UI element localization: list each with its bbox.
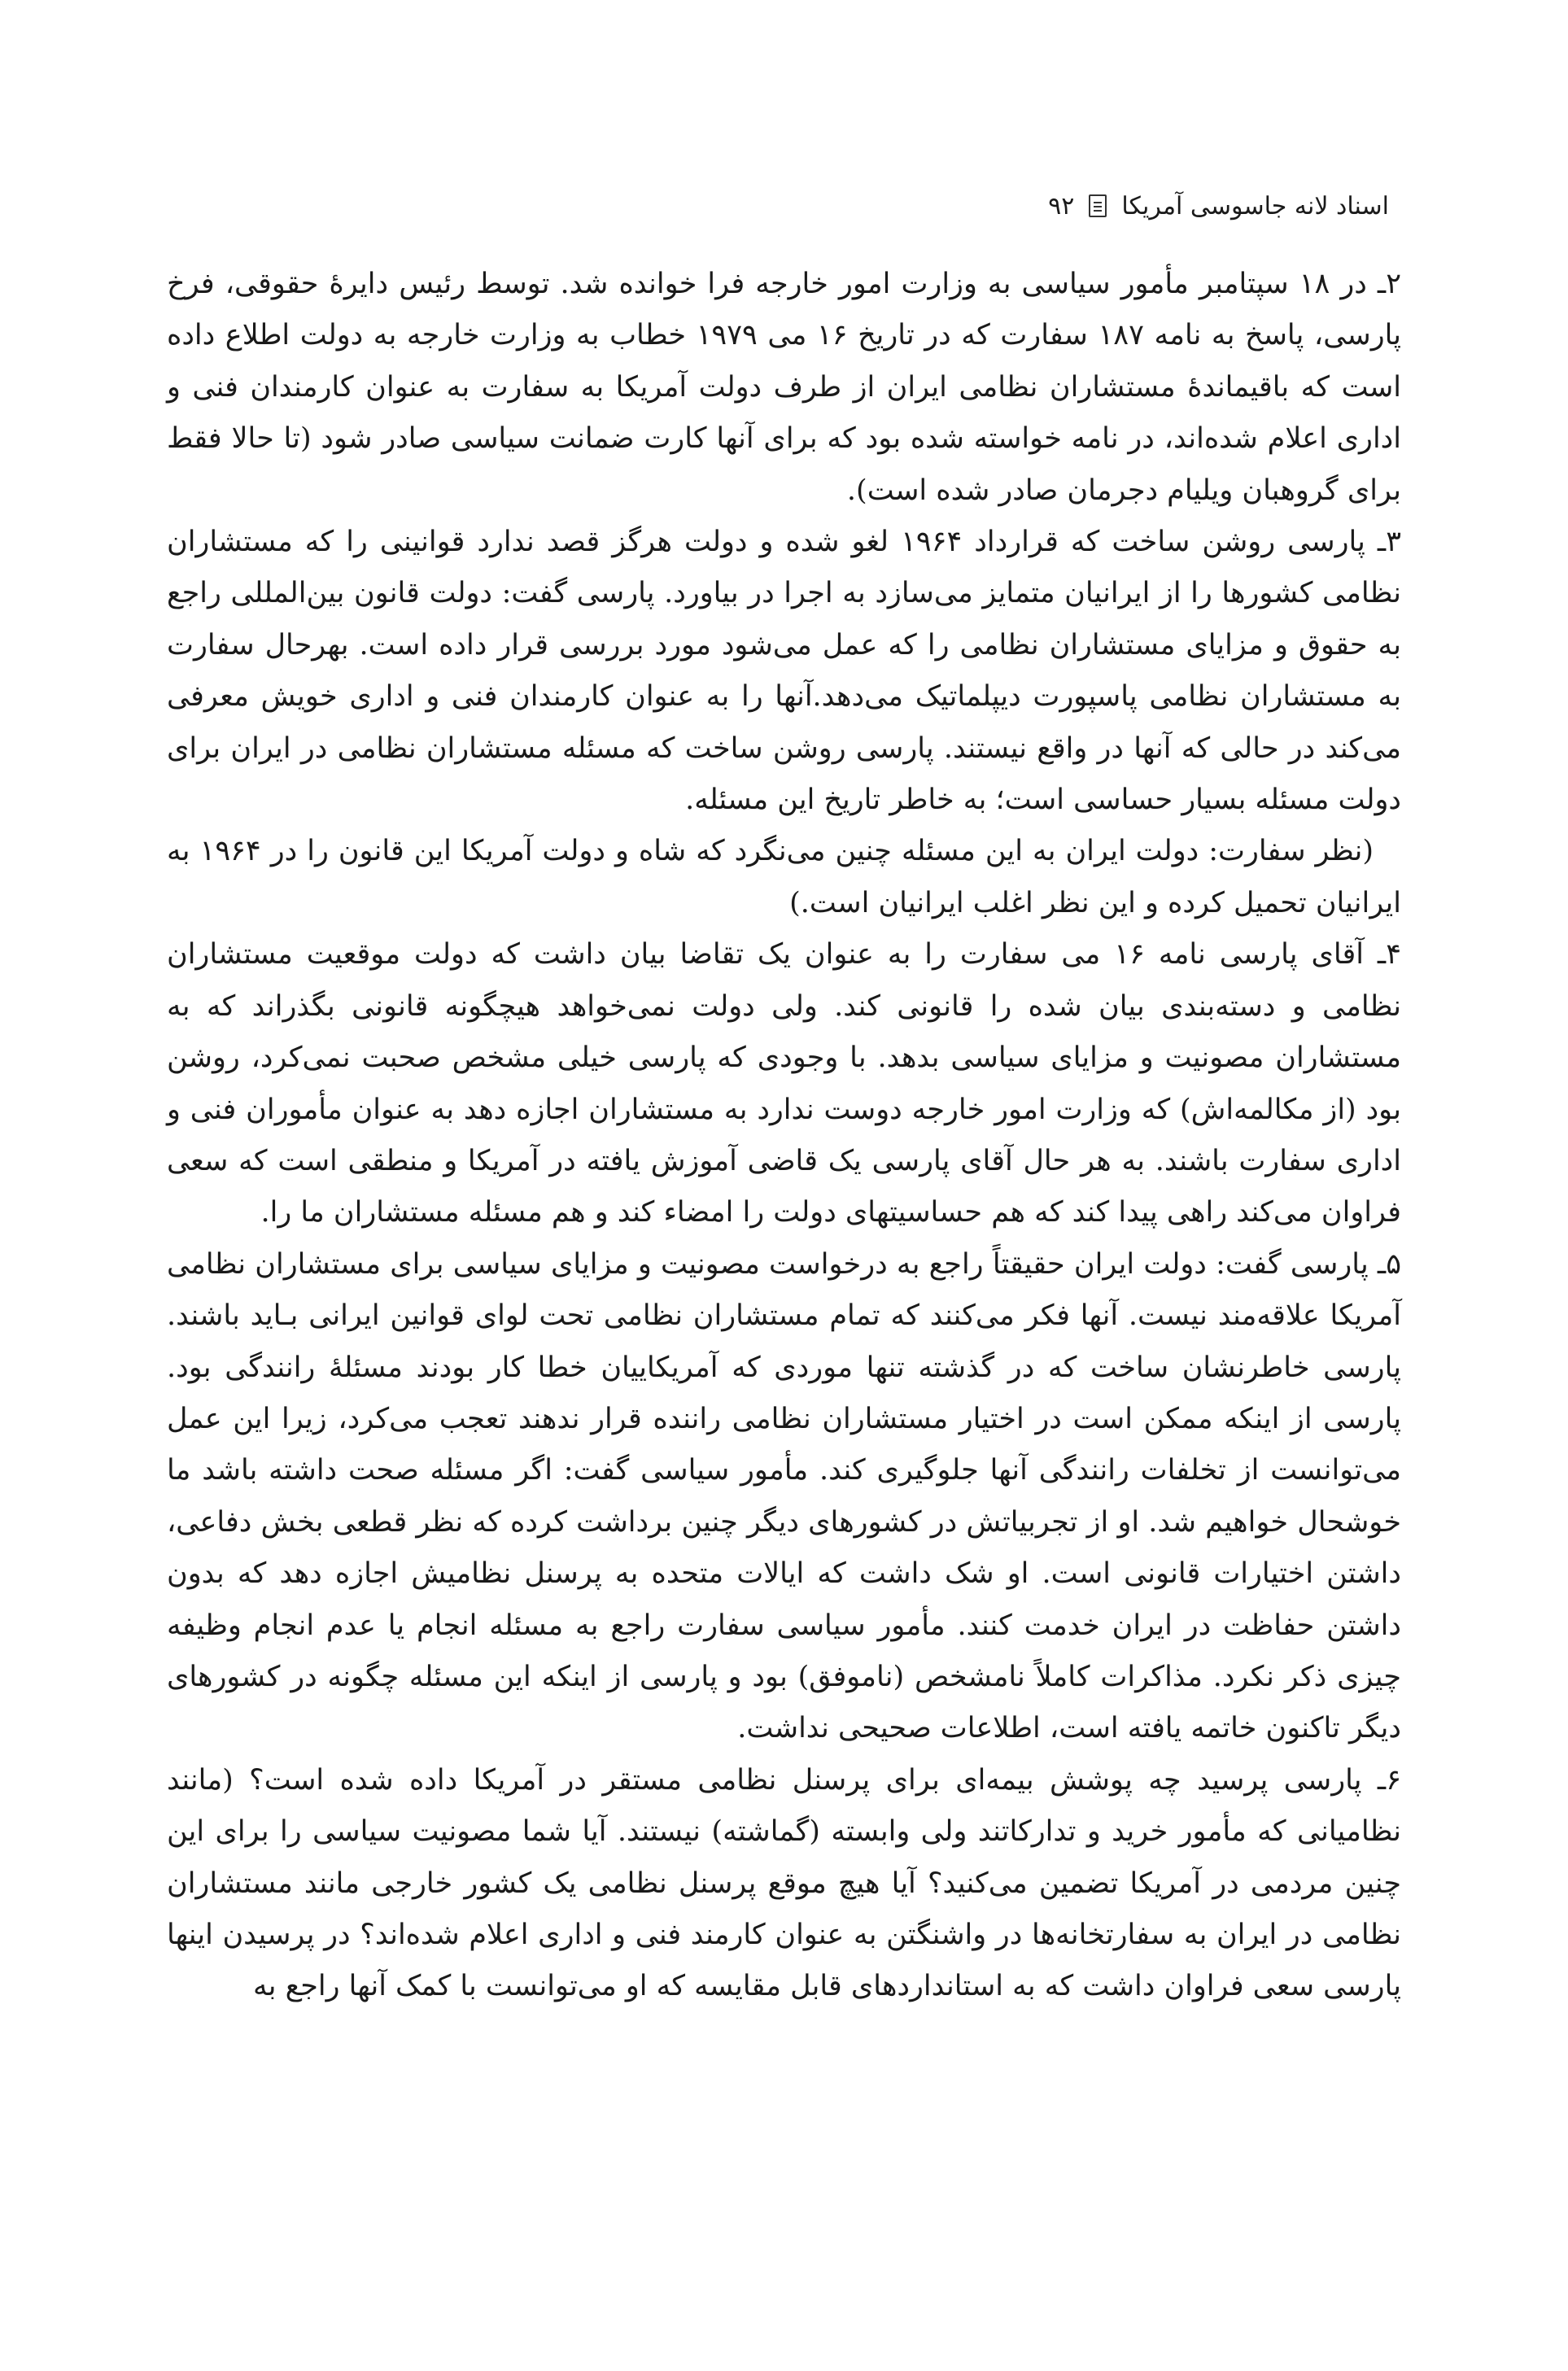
paragraph-6: ۶ـ پارسی پرسید چه پوشش بیمه‌ای برای پرسنل نظامی مستقر در آمریکا داده شده است؟ (مانند نظامیانی که مأمور خرید و تدارکاتند ولی وابسته (گماشته) نیستند. آیا شما مصونیت سیاسی را برای این چنین مردمی در آمریکا تضمین می‌کنید؟ آیا هیچ موقع پرسنل نظامی یک کشور خارجی مانند مستشاران نظامی در ایران به سفارتخانه‌ها در واشنگتن به عنوان کارمند فنی و اداری اعلام شده‌اند؟ در پرسیدن اینها پارسی سعی فراوان داشت که به استانداردهای قابل مقایسه که او می‌توانست با کمک آنها راجع به [167,1763,1401,2003]
header-title: اسناد لانه جاسوسی آمریکا [1121,191,1389,221]
paragraph-5: ۵ـ پارسی گفت: دولت ایران حقیقتاً راجع به درخواست مصونیت و مزایای سیاسی برای مستشاران نظامی آمریکا علاقه‌مند نیست. آنها فکر می‌کنند که تمام مستشاران نظامی تحت لوای قوانین ایرانی بـاید باشند. پارسی خاطرنشان ساخت که در گذشته تنها موردی که آمریکاییان خطا کار بودند مسئلۀ رانندگی بود. پارسی از اینکه ممکن است در اختیار مستشاران نظامی راننده قرار ندهند تعجب می‌کرد، زیرا این عمل می‌توانست از تخلفات رانندگی آنها جلوگیری کند. مأمور سیاسی گفت: اگر مسئله صحت داشته باشد ما خوشحال خواهیم شد. او از تجربیاتش در کشورهای دیگر چنین برداشت کرده که نظر قطعی بخش دفاعی، داشتن اختیارات قانونی است. او شک داشت که ایالات متحده به پرسنل نظامیش اجازه دهد که بدون داشتن حفاظت در ایران خدمت کنند. مأمور سیاسی سفارت راجع به مسئله انجام یا عدم انجام وظیفه چیزی ذکر نکرد. مذاکرات کاملاً نامشخص (ناموفق) بود و پارسی از اینکه این مسئله چگونه در کشورهای دیگر تاکنون خاتمه یافته است، اطلاعات صحیحی نداشت. [167,1247,1401,1745]
page-number: ۹۲ [1048,191,1075,221]
running-header [488,186,1389,226]
body-text [167,259,1401,2013]
paragraph-3: ۳ـ پارسی روشن ساخت که قرارداد ۱۹۶۴ لغو شده و دولت هرگز قصد ندارد قوانینی را که مستشاران نظامی کشورها را از ایرانیان متمایز می‌سازد به اجرا در بیاورد. پارسی گفت: دولت قانون بین‌المللی راجع به حقوق و مزایای مستشاران نظامی را که عمل می‌شود مورد بررسی قرار داده است. بهرحال سفارت به مستشاران نظامی پاسپورت دیپلماتیک می‌دهد.آنها را به عنوان کارمندان فنی و اداری خویش معرفی می‌کند در حالی که آنها در واقع نیستند. پارسی روشن ساخت که مسئله مستشاران نظامی در ایران برای دولت مسئله بسیار حساسی است؛ به خاطر تاریخ این مسئله. [167,526,1401,817]
document-icon [1089,194,1107,217]
paragraph-4: ۴ـ آقای پارسی نامه ۱۶ می سفارت را به عنوان یک تقاضا بیان داشت که دولت موقعیت مستشاران نظامی و دسته‌بندی بیان شده را قانونی کند. ولی دولت نمی‌خواهد هیچگونه قانونی بگذراند که به مستشاران مصونیت و مزایای سیاسی بدهد. با وجودی که پارسی خیلی مشخص صحبت نمی‌کرد، روشن بود (از مکالمه‌اش) که وزارت امور خارجه دوست ندارد به مستشاران اجازه دهد به عنوان مأموران فنی و اداری سفارت باشند. به هر حال آقای پارسی یک قاضی آموزش یافته در آمریکا و منطقی است که سعی فراوان می‌کند راهی پیدا کند که هم حساسیتهای دولت را امضاء کند و هم مسئله مستشاران ما را. [167,938,1401,1229]
paragraph-2: ۲ـ در ۱۸ سپتامبر مأمور سیاسی به وزارت امور خارجه فرا خوانده شد. توسط رئیس دایرۀ حقوقی، فرخ پارسی، پاسخ به نامه ۱۸۷ سفارت که در تاریخ ۱۶ می ۱۹۷۹ خطاب به وزارت خارجه به دولت اطلاع داده است که باقیماندۀ مستشاران نظامی ایران از طرف دولت آمریکا به سفارت به عنوان کارمندان فنی و اداری اعلام شده‌اند، در نامه خواسته شده بود که برای آنها کارت ضمانت سیاسی صادر شود (تا حالا فقط برای گروهبان ویلیام دجرمان صادر شده است). [167,268,1402,507]
embassy-note: (نظر سفارت: دولت ایران به این مسئله چنین می‌نگرد که شاه و دولت آمریکا این قانون را در ۱۹۶۴ به ایرانیان تحمیل کرده و این نظر اغلب ایرانیان است.) [167,835,1401,919]
